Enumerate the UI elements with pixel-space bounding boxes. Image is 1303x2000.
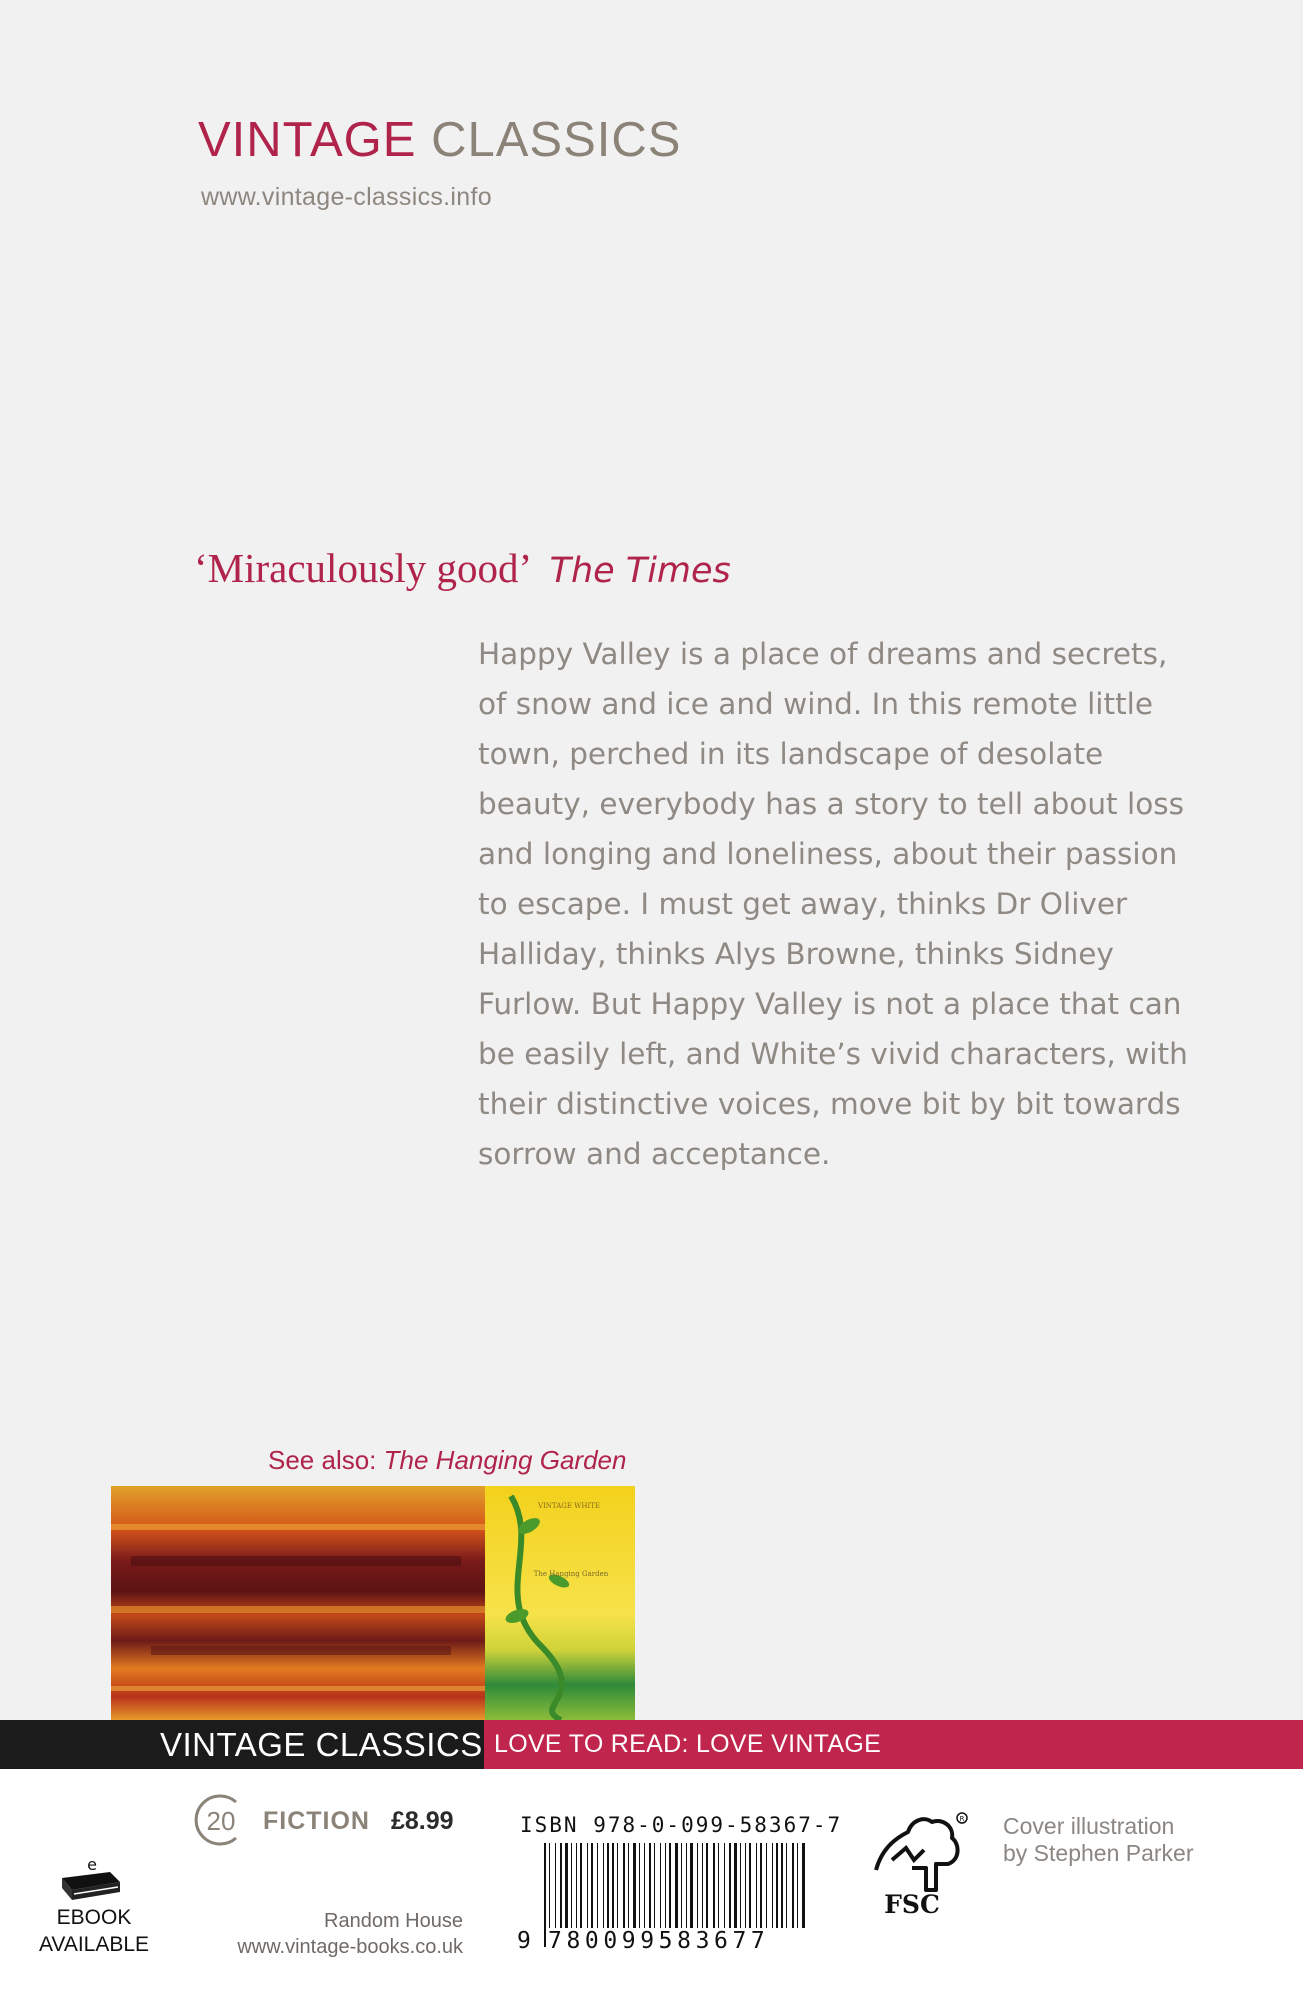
barcode-bar bbox=[633, 1843, 636, 1931]
barcode-bar bbox=[724, 1843, 725, 1931]
barcode-bar bbox=[776, 1843, 778, 1931]
website-link[interactable]: www.vintage-classics.info bbox=[201, 183, 492, 211]
barcode-bar bbox=[555, 1843, 556, 1931]
barcode-bar bbox=[766, 1843, 767, 1931]
barcode-bar bbox=[649, 1843, 651, 1931]
quote-text: ‘Miraculously good’ bbox=[194, 545, 533, 591]
barcode-bar bbox=[690, 1843, 693, 1931]
ebook-label-line1: EBOOK bbox=[56, 1906, 132, 1929]
see-also-label: See also: bbox=[268, 1445, 377, 1475]
barcode-bar bbox=[660, 1843, 661, 1931]
price: £8.99 bbox=[391, 1807, 454, 1835]
barcode-bar bbox=[654, 1843, 655, 1931]
svg-text:R: R bbox=[959, 1815, 965, 1823]
barcode-bar bbox=[587, 1843, 588, 1931]
cover-credit-line2: by Stephen Parker bbox=[1003, 1840, 1194, 1866]
barcode-bar bbox=[544, 1843, 546, 1947]
barcode-bar bbox=[628, 1843, 629, 1931]
related-book-cover[interactable] bbox=[111, 1486, 635, 1720]
barcode-bar bbox=[772, 1843, 773, 1931]
review-quote bbox=[194, 544, 731, 592]
barcode-bar bbox=[740, 1843, 741, 1931]
barcode-bar bbox=[571, 1843, 572, 1931]
barcode-bar bbox=[639, 1843, 640, 1931]
barcode-first-digit: 9 bbox=[517, 1928, 531, 1954]
book-blurb: Happy Valley is a place of dreams and secrets, of snow and ice and wind. In this remote little town, perched in its landscape of desolate beauty, everybody has a story to tell about loss and longing and loneliness, about their passion to escape. I must get away, thinks Dr Oliver Halliday, thinks Alys Browne, thinks Sidney Furlow. But Happy Valley is not a place that can be easily left, and White’s vivid characters, with their distinctive voices, move bit by bit towards sorrow and acceptance. bbox=[478, 637, 1188, 1171]
barcode-bar bbox=[734, 1843, 737, 1931]
barcode-bar bbox=[706, 1843, 708, 1931]
barcode-bar bbox=[745, 1843, 746, 1931]
barcode-bar bbox=[729, 1843, 731, 1931]
barcode-bar bbox=[607, 1843, 609, 1931]
brand-word-vintage: VINTAGE bbox=[198, 113, 417, 167]
publisher-name: Random House bbox=[324, 1910, 463, 1932]
barcode-bar bbox=[713, 1843, 715, 1931]
barcode-digits: 780099583677 bbox=[548, 1928, 808, 1954]
fsc-label: FSC bbox=[884, 1890, 940, 1919]
barcode-bar bbox=[591, 1843, 593, 1931]
barcode-bar bbox=[792, 1843, 794, 1931]
barcode-bar bbox=[612, 1843, 614, 1931]
barcode-bar bbox=[697, 1843, 698, 1931]
barcode-bar bbox=[580, 1843, 582, 1931]
barcode-bar bbox=[576, 1843, 577, 1931]
barcode-bar bbox=[718, 1843, 719, 1931]
brand-logo bbox=[198, 112, 681, 168]
barcode-bar bbox=[644, 1843, 645, 1931]
c20-number: 20 bbox=[206, 1806, 236, 1836]
barcode-bar bbox=[760, 1843, 762, 1931]
barcode-bar bbox=[669, 1843, 671, 1931]
barcode-bar bbox=[702, 1843, 703, 1931]
see-also-title[interactable]: The Hanging Garden bbox=[383, 1445, 627, 1475]
barcode-bar bbox=[749, 1843, 751, 1931]
thumb-brand: VINTAGE WHITE bbox=[537, 1502, 601, 1510]
barcode-bar bbox=[756, 1843, 757, 1931]
barcode-bar bbox=[560, 1843, 562, 1931]
cover-credit-line1: Cover illustration bbox=[1003, 1813, 1175, 1839]
barcode-bar bbox=[797, 1843, 798, 1931]
isbn: ISBN 978-0-099-58367-7 bbox=[520, 1813, 843, 1837]
category-label: FICTION bbox=[263, 1807, 370, 1835]
brand-word-classics: CLASSICS bbox=[431, 113, 682, 167]
ebook-label-line2: AVAILABLE bbox=[38, 1933, 150, 1956]
barcode-bar bbox=[617, 1843, 618, 1931]
barcode-bar bbox=[603, 1843, 604, 1931]
band-tagline-text: LOVE TO READ: LOVE VINTAGE bbox=[494, 1730, 882, 1758]
quote-source: The Times bbox=[549, 551, 731, 591]
publisher-website[interactable]: www.vintage-books.co.uk bbox=[237, 1936, 463, 1958]
band-brand-text: VINTAGE CLASSICS bbox=[160, 1726, 483, 1763]
barcode-bar bbox=[681, 1843, 682, 1931]
see-also bbox=[268, 1445, 626, 1476]
barcode-bar bbox=[597, 1843, 598, 1931]
barcode-bar bbox=[665, 1843, 666, 1931]
barcode-bar bbox=[686, 1843, 687, 1931]
barcode-bar bbox=[623, 1843, 625, 1931]
ebook-icon bbox=[56, 1852, 124, 1904]
svg-text:e: e bbox=[87, 1855, 97, 1874]
barcode-bar bbox=[786, 1843, 787, 1931]
barcode-bar bbox=[565, 1843, 568, 1931]
barcode-bar bbox=[781, 1843, 783, 1931]
thumb-title: The Hanging Garden bbox=[533, 1570, 609, 1578]
c20-logo-icon bbox=[190, 1792, 246, 1848]
